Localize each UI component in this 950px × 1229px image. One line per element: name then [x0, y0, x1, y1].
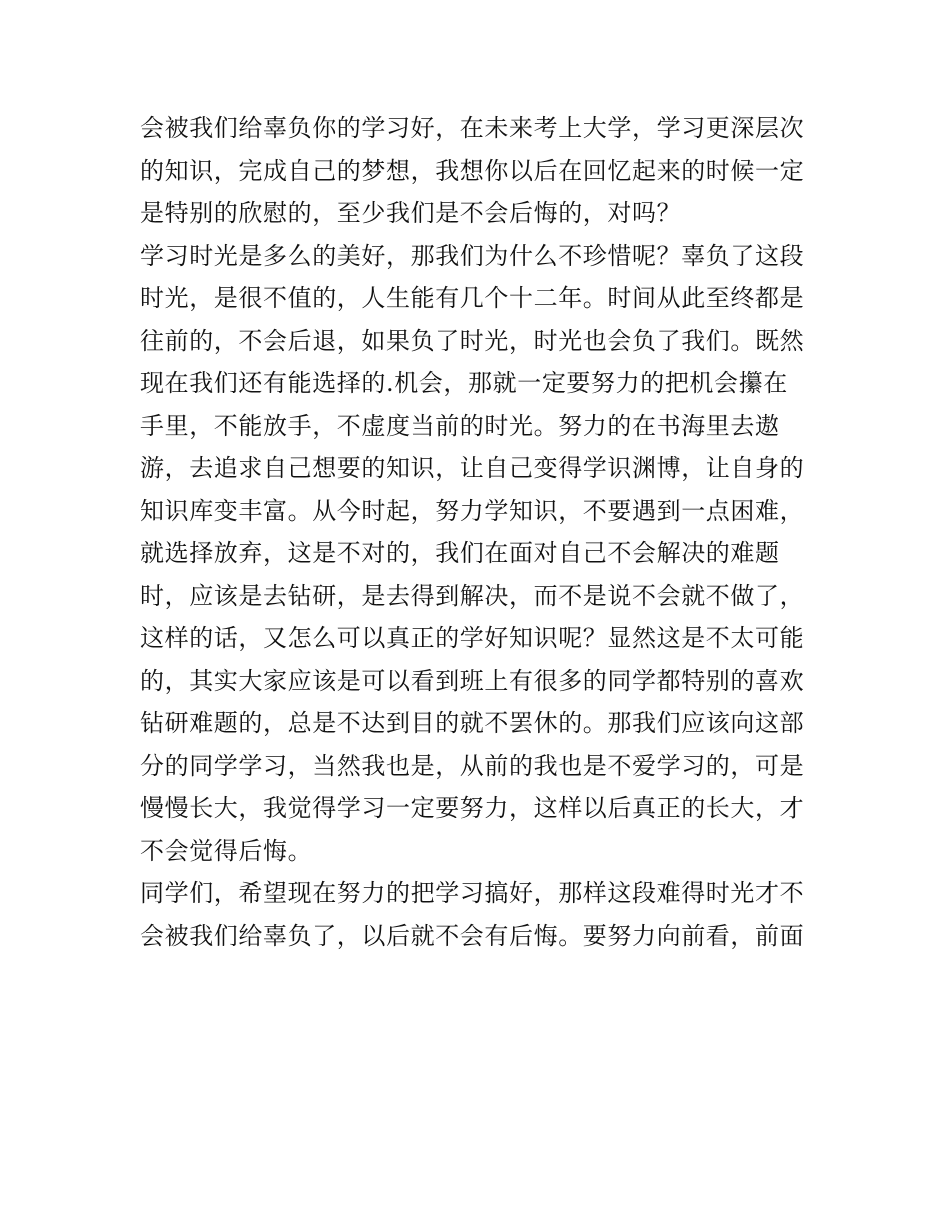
text-line: 手里，不能放手，不虚度当前的时光。努力的在书海里去遨 [140, 411, 780, 440]
text-line: 不会觉得后悔。 [140, 836, 313, 865]
text-line: 现在我们还有能选择的.机会，那就一定要努力的把机会攥在 [140, 369, 788, 397]
text-line: 时，应该是去钻研，是去得到解决，而不是说不会就不做了， [140, 581, 805, 610]
text-line: 知识库变丰富。从今时起，努力学知识，不要遇到一点困难， [140, 496, 805, 525]
text-line: 学习时光是多么的美好，那我们为什么不珍惜呢？辜负了这段 [140, 241, 805, 270]
text-line: 往前的，不会后退，如果负了时光，时光也会负了我们。既然 [140, 326, 805, 355]
text-line: 会被我们给辜负你的学习好，在未来考上大学，学习更深层次 [140, 114, 805, 142]
text-line: 会被我们给辜负了，以后就不会有后悔。要努力向前看，前面 [140, 921, 805, 950]
text-line: 就选择放弃，这是不对的，我们在面对自己不会解决的难题 [140, 539, 780, 567]
text-line: 慢慢长大，我觉得学习一定要努力，这样以后真正的长大，才 [140, 794, 805, 822]
text-line: 钻研难题的，总是不达到目的就不罢休的。那我们应该向这部 [140, 709, 805, 737]
text-line: 时光，是很不值的，人生能有几个十二年。时间从此至终都是 [140, 284, 805, 312]
text-line: 的，其实大家应该是可以看到班上有很多的同学都特别的喜欢 [140, 666, 805, 695]
text-line: 是特别的欣慰的，至少我们是不会后悔的，对吗？ [140, 199, 682, 227]
text-line: 的知识，完成自己的梦想，我想你以后在回忆起来的时候一定 [140, 156, 805, 185]
text-line: 分的同学学习，当然我也是，从前的我也是不爱学习的，可是 [140, 751, 805, 780]
body-text [140, 107, 820, 957]
text-line: 这样的话，又怎么可以真正的学好知识呢？显然这是不太可能 [140, 624, 805, 652]
text-line: 同学们，希望现在努力的把学习搞好，那样这段难得时光才不 [140, 879, 805, 907]
text-line: 游，去追求自己想要的知识，让自己变得学识渊博，让自身的 [140, 454, 805, 482]
